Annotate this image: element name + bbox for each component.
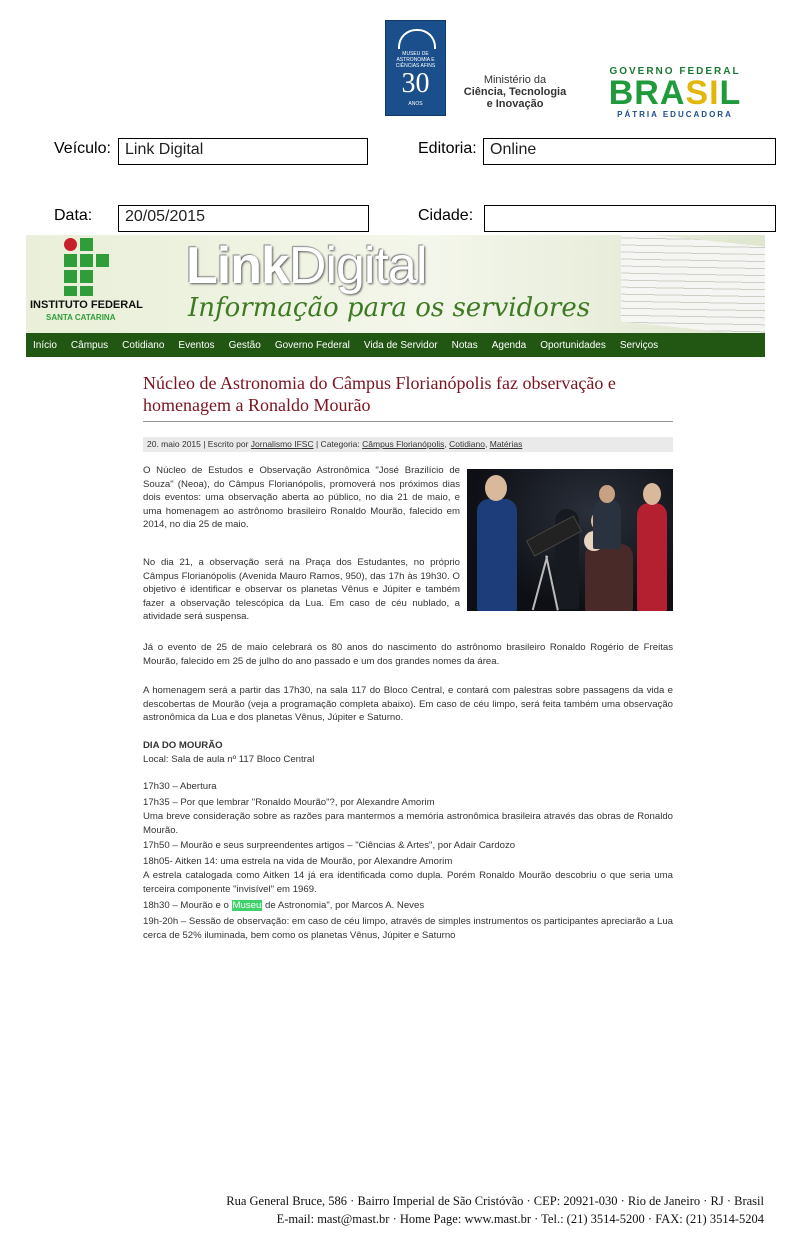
- editoria-field[interactable]: Online: [483, 138, 776, 165]
- nav-item-campus[interactable]: Câmpus: [70, 339, 109, 351]
- newspapers-image: [621, 235, 765, 333]
- observatory-dome-icon: [398, 29, 436, 49]
- meta-author-link[interactable]: Jornalismo IFSC: [250, 439, 314, 449]
- meta-prefix: 20. maio 2015 | Escrito por: [147, 439, 251, 449]
- main-nav: [26, 333, 765, 357]
- meta-category-link-2[interactable]: Cotidiano: [449, 439, 485, 449]
- mast-logo-sub: ANOS: [408, 101, 423, 107]
- nav-item-inicio[interactable]: Início: [33, 339, 57, 351]
- paragraph-3: Já o evento de 25 de maio celebrará os 80 anos do nascimento do astrônomo brasileiro Ronaldo Rogério de Freitas Mourão, falecido em 25 de julho do ano passado e um dos grandes nomes da área.: [143, 642, 673, 667]
- schedule-item-artigos: 17h50 – Mourão e seus surpreendentes artigos – "Ciências & Artes", por Adair Cardozo: [143, 840, 516, 851]
- government-line2: BRASIL: [608, 74, 742, 112]
- instituto-federal-logo-icon: [64, 238, 110, 298]
- nav-item-eventos[interactable]: Eventos: [178, 339, 215, 351]
- article-photo: [467, 469, 673, 611]
- mast-logo: [385, 20, 446, 116]
- program-title: DIA DO MOURÃO: [143, 740, 223, 751]
- article-meta: 20. maio 2015 | Escrito por Jornalismo IFSC | Categoria: Câmpus Florianópolis, Cotidiano, Matérias: [143, 437, 673, 452]
- cidade-field[interactable]: [484, 205, 776, 232]
- article-title: Núcleo de Astronomia do Câmpus Florianópolis faz observação e homenagem a Ronaldo Mourão: [143, 373, 616, 415]
- government-logo: [594, 66, 756, 120]
- highlighted-keyword: Museu: [232, 900, 262, 911]
- data-field[interactable]: 20/05/2015: [118, 205, 369, 232]
- schedule-item-aitken: 18h05- Aitken 14: uma estrela na vida de Mourão, por Alexandre Amorim: [143, 856, 453, 867]
- schedule-item-museu: [143, 899, 673, 913]
- site-tagline: Informação para os servidores: [188, 293, 591, 323]
- ministry-line3: e Inovação: [486, 98, 544, 110]
- meta-mid: | Categoria:: [313, 439, 363, 449]
- nav-item-notas[interactable]: Notas: [451, 339, 478, 351]
- nav-item-governo-federal[interactable]: Governo Federal: [274, 339, 350, 351]
- government-line3: PÁTRIA EDUCADORA: [617, 110, 733, 119]
- institution-name: INSTITUTO FEDERAL: [30, 299, 143, 311]
- meta-category-link-1[interactable]: Câmpus Florianópolis: [362, 439, 445, 449]
- paragraph-4: A homenagem será a partir das 17h30, na sala 117 do Bloco Central, e contará com palestras sobre passagens da vida e descobertas de Mourão (veja a programação completa abaixo). Em caso de céu limpo, será feita também uma observação astronômica da Lua e dos planetas Vênus, Júpiter e Saturno.: [143, 685, 673, 723]
- schedule-item-abertura: 17h30 – Abertura: [143, 781, 217, 792]
- cidade-label: Cidade:: [418, 207, 474, 224]
- schedule-museu-suffix: de Astronomia", por Marcos A. Neves: [262, 900, 425, 911]
- page-footer: [180, 1192, 764, 1228]
- mast-logo-number: 30: [401, 68, 430, 99]
- site-brand: [186, 237, 426, 295]
- program-local: Local: Sala de aula nº 117 Bloco Central: [143, 754, 315, 765]
- ministry-line1: Ministério da: [483, 74, 547, 86]
- nav-item-servicos[interactable]: Serviços: [619, 339, 659, 351]
- meta-category-link-3[interactable]: Matérias: [489, 439, 523, 449]
- schedule-description-2: A estrela catalogada como Aitken 14 já era identificada como dupla. Porém Ronaldo Mourão descobriu o que seria uma terceira componente "invisível" em 1969.: [143, 870, 673, 895]
- brand-light: Digital: [288, 237, 427, 295]
- paragraph-1: O Núcleo de Estudos e Observação Astronômica "José Brazilício de Souza" (Neoa), do Câmpus Florianópolis, promoverá nos próximos dias dois eventos: uma observação aberta ao público, no dia 21 de maio, e uma homenagem ao astrônomo brasileiro Ronaldo Mourão, falecido em 2014, no dia 25 de maio.: [143, 465, 460, 530]
- government-line1: GOVERNO FEDERAL: [609, 66, 741, 77]
- institution-sub: SANTA CATARINA: [46, 313, 116, 322]
- data-label: Data:: [54, 207, 93, 224]
- footer-contacts: E-mail: mast@mast.br · Home Page: www.mast.br · Tel.: (21) 3514-5200 · FAX: (21) 3514-5204: [276, 1212, 764, 1226]
- brand-bold: Link: [186, 237, 289, 295]
- schedule-item-por-que-lembrar: 17h35 – Por que lembrar "Ronaldo Mourão"?, por Alexandre Amorim: [143, 797, 435, 808]
- footer-address: Rua General Bruce, 586 · Bairro Imperial de São Cristóvão · CEP: 20921-030 · Rio de Janeiro · RJ · Brasil: [226, 1194, 764, 1208]
- ministry-line2: Ciência, Tecnologia: [463, 86, 567, 98]
- paragraph-2: No dia 21, a observação será na Praça dos Estudantes, no próprio Câmpus Florianópolis (Avenida Mauro Ramos, 950), das 17h às 19h30. O objetivo é identificar e observar os planetas Vênus e Júpiter e também fazer a observação telescópica da Lua. Em caso de céu nublado, a atividade será suspensa.: [143, 557, 460, 622]
- site-banner: [26, 235, 765, 333]
- nav-item-cotidiano[interactable]: Cotidiano: [122, 339, 165, 351]
- mast-logo-text: MUSEU DE ASTRONOMIA E CIÊNCIAS AFINS: [395, 51, 436, 69]
- ministry-logo: [455, 74, 575, 110]
- schedule-description-1: Uma breve consideração sobre as razões para mantermos a memória astronômica brasileira através das obras de Ronaldo Mourão.: [143, 811, 673, 836]
- editoria-label: Editoria:: [418, 140, 477, 157]
- title-divider: [143, 421, 673, 422]
- nav-item-oportunidades[interactable]: Oportunidades: [540, 339, 606, 351]
- nav-item-agenda[interactable]: Agenda: [491, 339, 527, 351]
- nav-item-gestao[interactable]: Gestão: [228, 339, 261, 351]
- schedule-item-observacao: 19h-20h – Sessão de observação: em caso de céu limpo, através de simples instrumentos os participantes apreciarão a Lua cerca de 52% iluminada, bem como os planetas Vênus, Júpiter e Saturno: [143, 916, 673, 941]
- schedule-museu-prefix: 18h30 – Mourão e o: [143, 900, 232, 911]
- nav-item-vida-de-servidor[interactable]: Vida de Servidor: [363, 339, 438, 351]
- veiculo-field[interactable]: Link Digital: [118, 138, 368, 165]
- veiculo-label: Veículo:: [54, 140, 111, 157]
